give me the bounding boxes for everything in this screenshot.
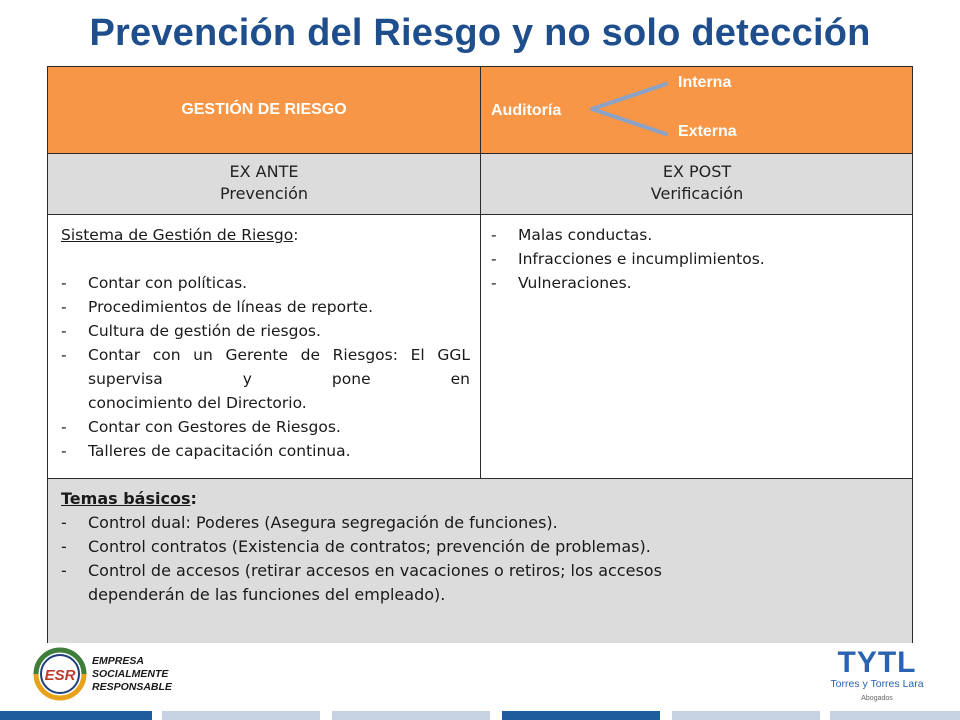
footer-bar-segment	[0, 711, 152, 720]
bottom-heading: Temas básicos:	[61, 489, 197, 508]
subheader-ex-post-line1: EX POST	[662, 162, 732, 181]
table-header-row	[48, 67, 912, 153]
subheader-ex-ante-line1: EX ANTE	[229, 162, 299, 181]
table-subheader-row	[48, 154, 912, 215]
esr-line-1: EMPRESA	[92, 655, 144, 667]
tytl-logo	[812, 642, 942, 708]
list-item: - Talleres de capacitación continua.	[61, 442, 351, 460]
header-auditoria-cell	[481, 67, 913, 153]
footer-bar-segment	[502, 711, 660, 720]
table-content-row	[48, 215, 912, 478]
tytl-name: Torres y Torres Lara	[830, 678, 924, 690]
list-item: - Control contratos (Existencia de contratos; prevención de problemas).	[61, 537, 651, 556]
left-content-heading: Sistema de Gestión de Riesgo:	[61, 226, 299, 244]
table-bottom-row	[48, 479, 912, 643]
list-item: - Malas conductas.	[491, 226, 653, 244]
right-content-cell	[481, 215, 913, 478]
list-item: - Infracciones e incumplimientos.	[491, 250, 765, 268]
list-item: - Cultura de gestión de riesgos.	[61, 322, 321, 340]
subheader-ex-ante	[48, 154, 480, 215]
footer-bar-segment	[830, 711, 960, 720]
header-auditoria: Auditoría	[491, 102, 562, 119]
list-item: - Control de accesos (retirar accesos en vacaciones o retiros; los accesos	[61, 561, 662, 580]
subheader-ex-post	[481, 154, 913, 215]
esr-line-3: RESPONSABLE	[92, 681, 172, 693]
header-gestion-riesgo: GESTIÓN DE RIESGO	[181, 101, 347, 118]
footer-bar-segment	[672, 711, 820, 720]
tytl-mark: TYTL	[837, 646, 917, 679]
list-item: - Vulneraciones.	[491, 274, 632, 292]
bottom-content-cell	[48, 479, 912, 643]
subheader-ex-ante-line2: Prevención	[219, 184, 309, 203]
tytl-sub: Abogados	[861, 695, 893, 702]
footer-bar-segment	[332, 711, 490, 720]
list-item: - Procedimientos de líneas de reporte.	[61, 298, 374, 316]
list-item: - Contar con un Gerente de Riesgos: El GGL supervisa y pone en	[61, 346, 470, 388]
list-item-continuation: conocimiento del Directorio.	[88, 394, 307, 412]
left-content-cell	[48, 215, 480, 478]
page-title: Prevención del Riesgo y no solo detección	[89, 12, 871, 54]
esr-logo	[30, 642, 210, 702]
list-item-continuation: dependerán de las funciones del empleado).	[88, 585, 446, 604]
subheader-ex-post-line2: Verificación	[650, 184, 744, 203]
list-item: - Control dual: Poderes (Asegura segregación de funciones).	[61, 513, 558, 532]
header-interna: Interna	[678, 74, 732, 91]
esr-line-2: SOCIALMENTE	[92, 668, 169, 680]
risk-table	[47, 66, 913, 643]
header-externa: Externa	[678, 123, 737, 140]
footer-bar-segment	[162, 711, 320, 720]
esr-badge-text: ESR	[44, 667, 76, 684]
list-item: - Contar con Gestores de Riesgos.	[61, 418, 341, 436]
bracket-arrow-icon	[586, 82, 668, 136]
list-item: - Contar con políticas.	[61, 274, 248, 292]
